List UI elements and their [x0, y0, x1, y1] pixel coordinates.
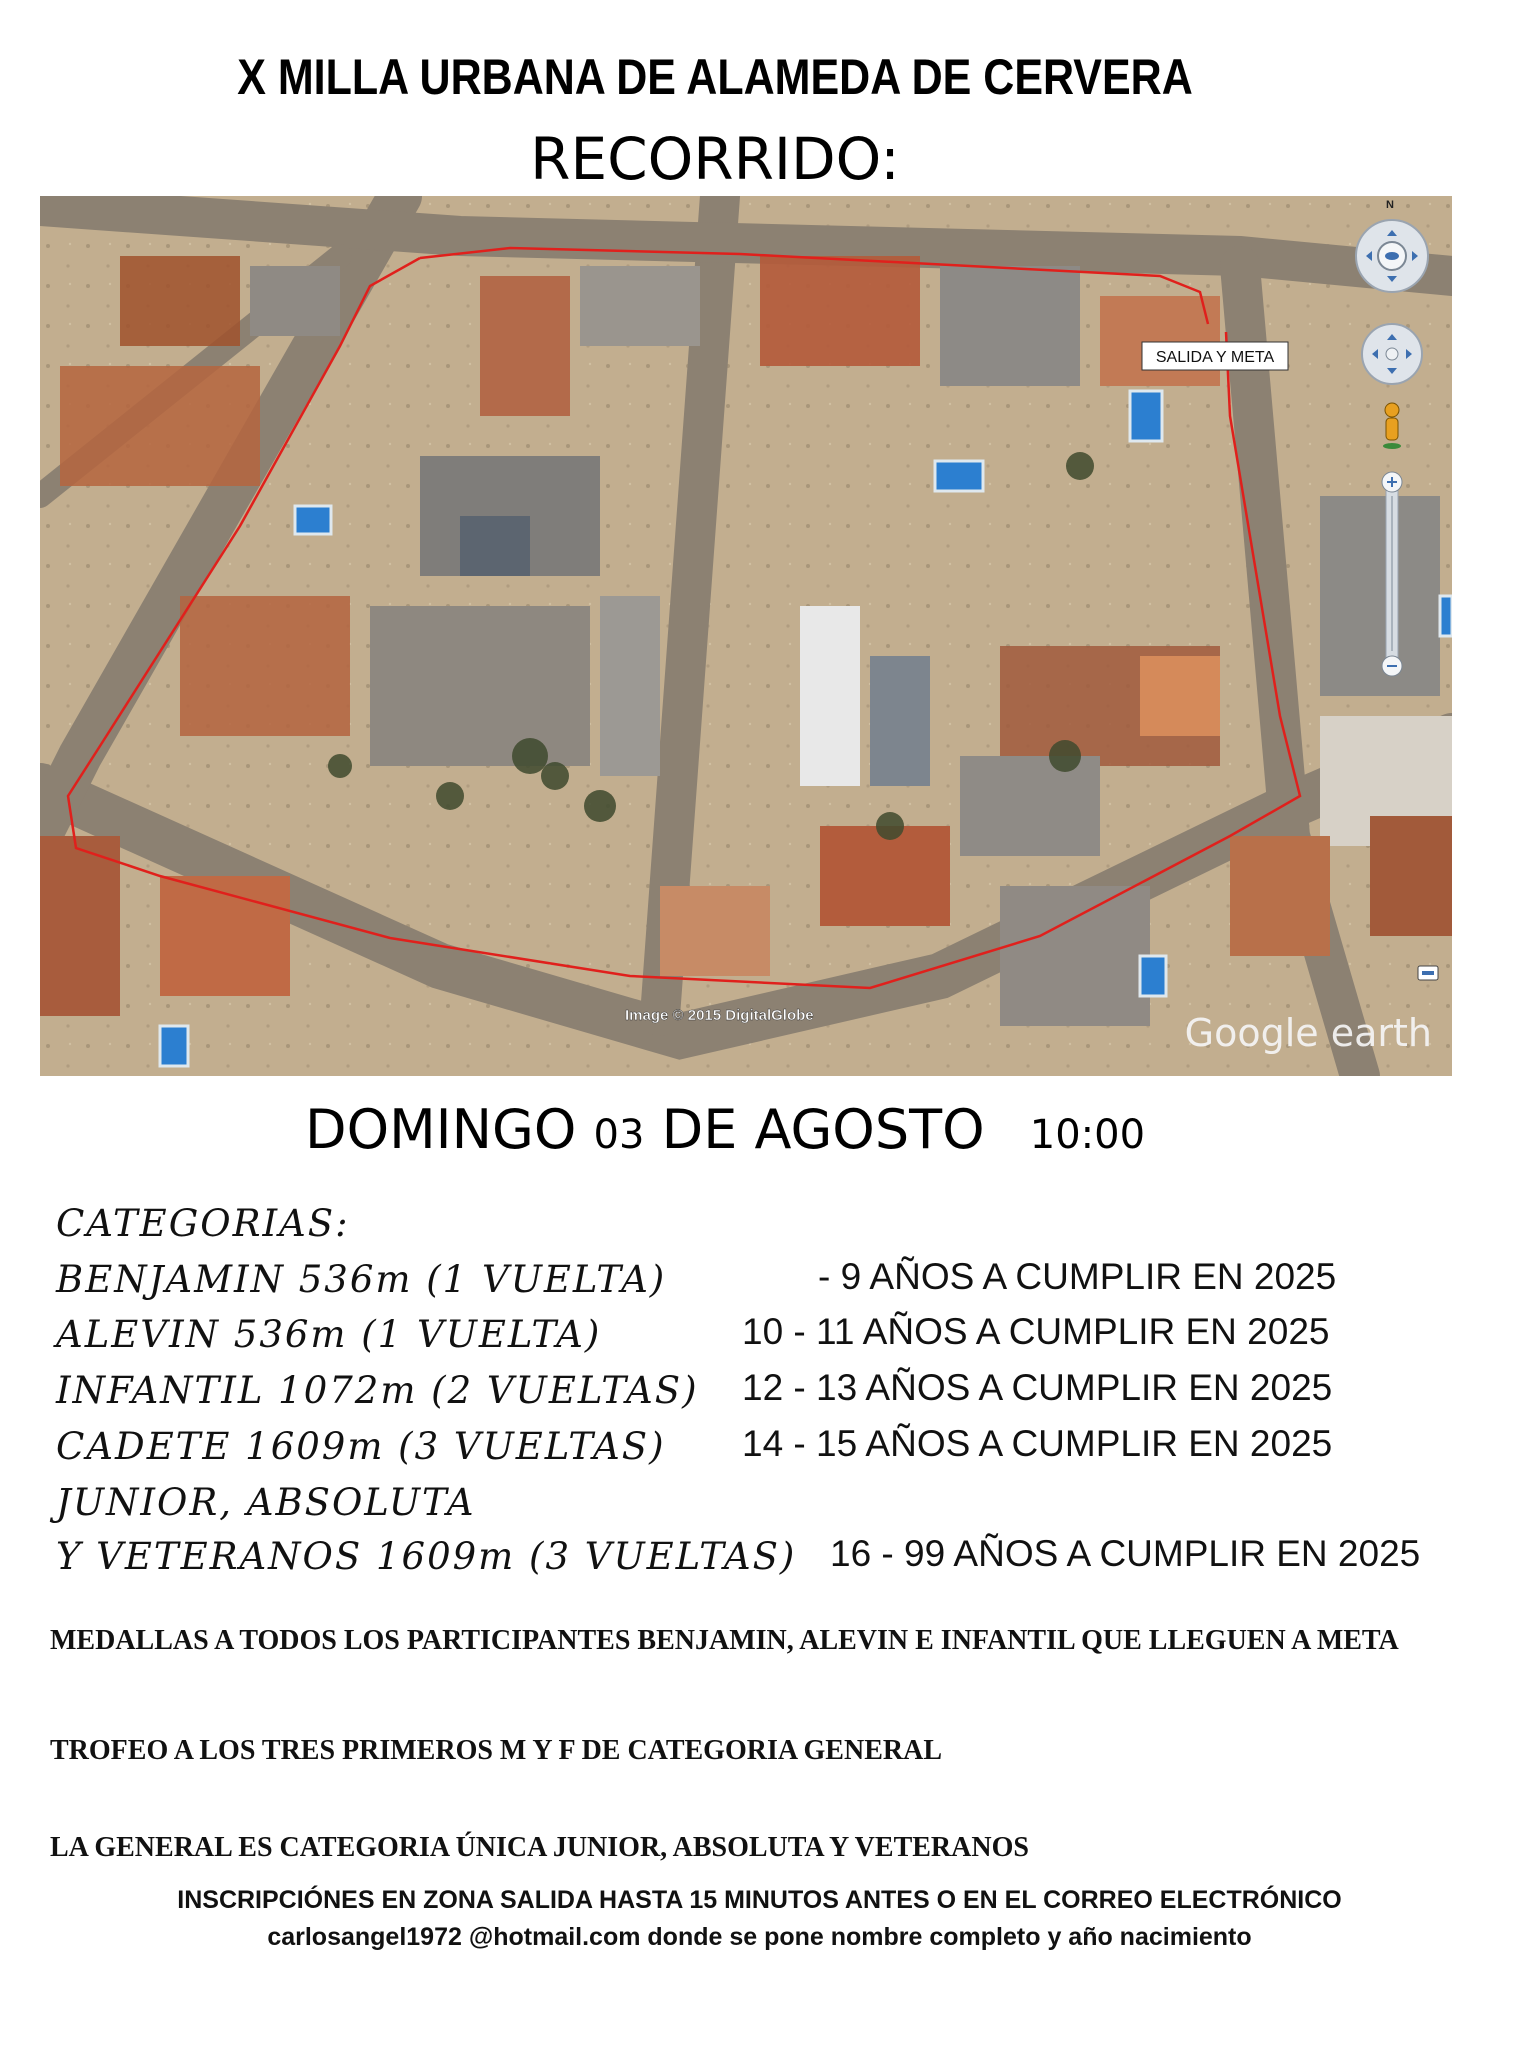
general-category-note: LA GENERAL ES CATEGORIA ÚNICA JUNIOR, ABSOLUTA Y VETERANOS — [50, 1832, 1029, 1863]
google-earth-logo: Google earth — [1184, 1011, 1432, 1055]
registration-email: carlosangel1972 @hotmail.com donde se pone nombre completo y año nacimiento — [267, 1923, 1252, 1951]
event-month: DE AGOSTO — [661, 1098, 985, 1161]
category-age: 10 - 11 AÑOS A CUMPLIR EN 2025 — [742, 1311, 1330, 1352]
pan-icon[interactable] — [1362, 324, 1422, 384]
event-date — [305, 1098, 1145, 1161]
category-name: INFANTIL 1072m (2 VUELTAS) — [56, 1369, 699, 1412]
zoom-out-icon[interactable] — [1382, 656, 1402, 676]
category-name: CADETE 1609m (3 VUELTAS) — [56, 1425, 666, 1468]
route-heading: RECORRIDO: — [530, 125, 900, 193]
event-time: 10:00 — [1029, 1112, 1146, 1158]
hotel-icon — [1418, 966, 1438, 980]
category-age: 14 - 15 AÑOS A CUMPLIR EN 2025 — [742, 1423, 1333, 1464]
category-name: ALEVIN 536m (1 VUELTA) — [56, 1313, 602, 1356]
category-name: JUNIOR, ABSOLUTA — [56, 1481, 476, 1524]
trophy-note: TROFEO A LOS TRES PRIMEROS M Y F DE CATEGORIA GENERAL — [50, 1735, 942, 1766]
category-age: 16 - 99 AÑOS A CUMPLIR EN 2025 — [830, 1533, 1421, 1574]
event-date-number: 03 — [593, 1112, 645, 1158]
aerial-image — [40, 196, 1452, 1076]
route-map — [40, 196, 1452, 1076]
compass-north-letter: N — [1386, 199, 1394, 211]
zoom-slider[interactable] — [1386, 478, 1398, 668]
imagery-credit: Image © 2015 DigitalGlobe — [625, 1007, 814, 1024]
category-name: BENJAMIN 536m (1 VUELTA) — [56, 1258, 667, 1301]
medals-note: MEDALLAS A TODOS LOS PARTICIPANTES BENJAMIN, ALEVIN E INFANTIL QUE LLEGUEN A META — [50, 1625, 1399, 1656]
category-age: 12 - 13 AÑOS A CUMPLIR EN 2025 — [742, 1367, 1333, 1408]
event-day: DOMINGO — [305, 1098, 577, 1161]
zoom-in-icon[interactable] — [1382, 472, 1402, 492]
start-finish-marker — [1142, 342, 1288, 370]
registration-info: INSCRIPCIÓNES EN ZONA SALIDA HASTA 15 MINUTOS ANTES O EN EL CORREO ELECTRÓNICO — [177, 1886, 1342, 1914]
categories-heading: CATEGORIAS: — [56, 1202, 350, 1245]
category-name: Y VETERANOS 1609m (3 VUELTAS) — [56, 1535, 797, 1578]
event-title: X MILLA URBANA DE ALAMEDA DE CERVERA — [237, 49, 1193, 105]
start-finish-label: SALIDA Y META — [1155, 349, 1275, 366]
category-age: - 9 AÑOS A CUMPLIR EN 2025 — [818, 1256, 1337, 1297]
